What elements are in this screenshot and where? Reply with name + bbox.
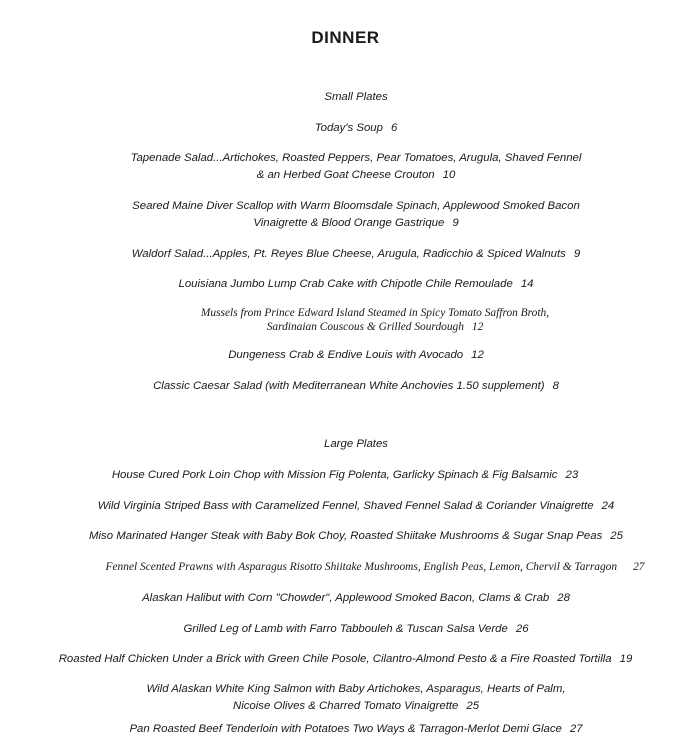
item-price: 9 (573, 248, 581, 260)
menu-item-leg-of-lamb (0, 621, 691, 638)
item-name-line2: Nicoise Olives & Charred Tomato Vinaigrette (232, 700, 459, 712)
item-name-line1: Tapenade Salad...Artichokes, Roasted Peppers, Pear Tomatoes, Arugula, Shaved Fennel (130, 152, 582, 164)
item-name: Fennel Scented Prawns with Asparagus Risotto Shiitake Mushrooms, English Peas, Lemon, Chervil & Tarragon (105, 561, 618, 573)
item-name: Today's Soup (314, 122, 383, 134)
item-name-line1: Wild Alaskan White King Salmon with Baby Artichokes, Asparagus, Hearts of Palm, (146, 683, 566, 695)
item-price: 19 (619, 653, 633, 665)
item-price: 12 (471, 321, 484, 333)
item-price: 9 (452, 217, 459, 229)
item-price: 14 (520, 278, 534, 290)
menu-item-diver-scallop (0, 198, 691, 232)
menu-title: DINNER (311, 28, 380, 47)
section-heading-label: Small Plates (324, 91, 388, 103)
menu-item-tapenade-salad (0, 150, 691, 184)
item-name: Miso Marinated Hanger Steak with Baby Bok Choy, Roasted Shiitake Mushrooms & Sugar Snap Peas (89, 530, 603, 542)
item-name: Classic Caesar Salad (with Mediterranean White Anchovies 1.50 supplement) (153, 380, 545, 392)
menu-item-mussels (0, 306, 691, 334)
menu-item-hanger-steak (0, 528, 691, 545)
item-name: House Cured Pork Loin Chop with Mission Fig Polenta, Garlicky Spinach & Fig Balsamic (111, 469, 558, 481)
item-name: Alaskan Halibut with Corn "Chowder", Applewood Smoked Bacon, Clams & Crab (142, 592, 550, 604)
section-heading-small-plates (0, 89, 691, 106)
item-name: Louisiana Jumbo Lump Crab Cake with Chipotle Chile Remoulade (178, 278, 513, 290)
menu-item-half-chicken (0, 651, 691, 668)
item-name-line2: Vinaigrette & Blood Orange Gastrique (253, 217, 445, 229)
item-price: 25 (610, 530, 623, 542)
item-name-line1: Seared Maine Diver Scallop with Warm Bloomsdale Spinach, Applewood Smoked Bacon (132, 200, 580, 212)
menu-item-fennel-prawns (0, 560, 691, 574)
menu-item-todays-soup (0, 120, 691, 137)
item-price: 10 (442, 169, 456, 181)
item-price: 27 (569, 723, 583, 735)
menu-item-beef-tenderloin (0, 721, 691, 738)
item-price: 12 (471, 349, 484, 361)
menu-item-king-salmon (0, 681, 691, 715)
section-heading-label: Large Plates (324, 438, 388, 450)
item-price: 23 (565, 469, 579, 481)
item-price: 24 (601, 500, 615, 512)
menu-item-pork-loin-chop (0, 467, 690, 484)
menu-item-crab-cake (0, 276, 691, 293)
menu-item-striped-bass (0, 498, 691, 515)
item-price: 8 (552, 380, 559, 392)
item-price: 28 (557, 592, 570, 604)
item-name-line2: Sardinaian Couscous & Grilled Sourdough (266, 321, 464, 333)
item-name: Waldorf Salad...Apples, Pt. Reyes Blue Cheese, Arugula, Radicchio & Spiced Walnuts (131, 248, 566, 260)
item-name: Roasted Half Chicken Under a Brick with Green Chile Posole, Cilantro-Almond Pesto & a Fire Roasted Tortilla (58, 653, 612, 665)
item-name: Pan Roasted Beef Tenderloin with Potatoes Two Ways & Tarragon-Merlot Demi Glace (129, 723, 562, 735)
item-price: 26 (515, 623, 529, 635)
item-name: Wild Virginia Striped Bass with Caramelized Fennel, Shaved Fennel Salad & Coriander Vinaigrette (97, 500, 594, 512)
menu-item-caesar-salad (0, 378, 691, 395)
item-price: 6 (390, 122, 398, 134)
item-name: Dungeness Crab & Endive Louis with Avocado (228, 349, 464, 361)
item-price: 27 (633, 561, 645, 573)
item-name-line1: Mussels from Prince Edward Island Steamed in Spicy Tomato Saffron Broth, (200, 307, 550, 319)
section-heading-large-plates (0, 436, 691, 453)
item-name-line2: & an Herbed Goat Cheese Crouton (256, 169, 435, 181)
item-price: 25 (466, 700, 480, 712)
menu-item-dungeness-crab (0, 347, 691, 364)
menu-item-alaskan-halibut (0, 590, 691, 607)
menu-item-waldorf-salad (0, 246, 691, 263)
item-name: Grilled Leg of Lamb with Farro Tabbouleh & Tuscan Salsa Verde (183, 623, 508, 635)
